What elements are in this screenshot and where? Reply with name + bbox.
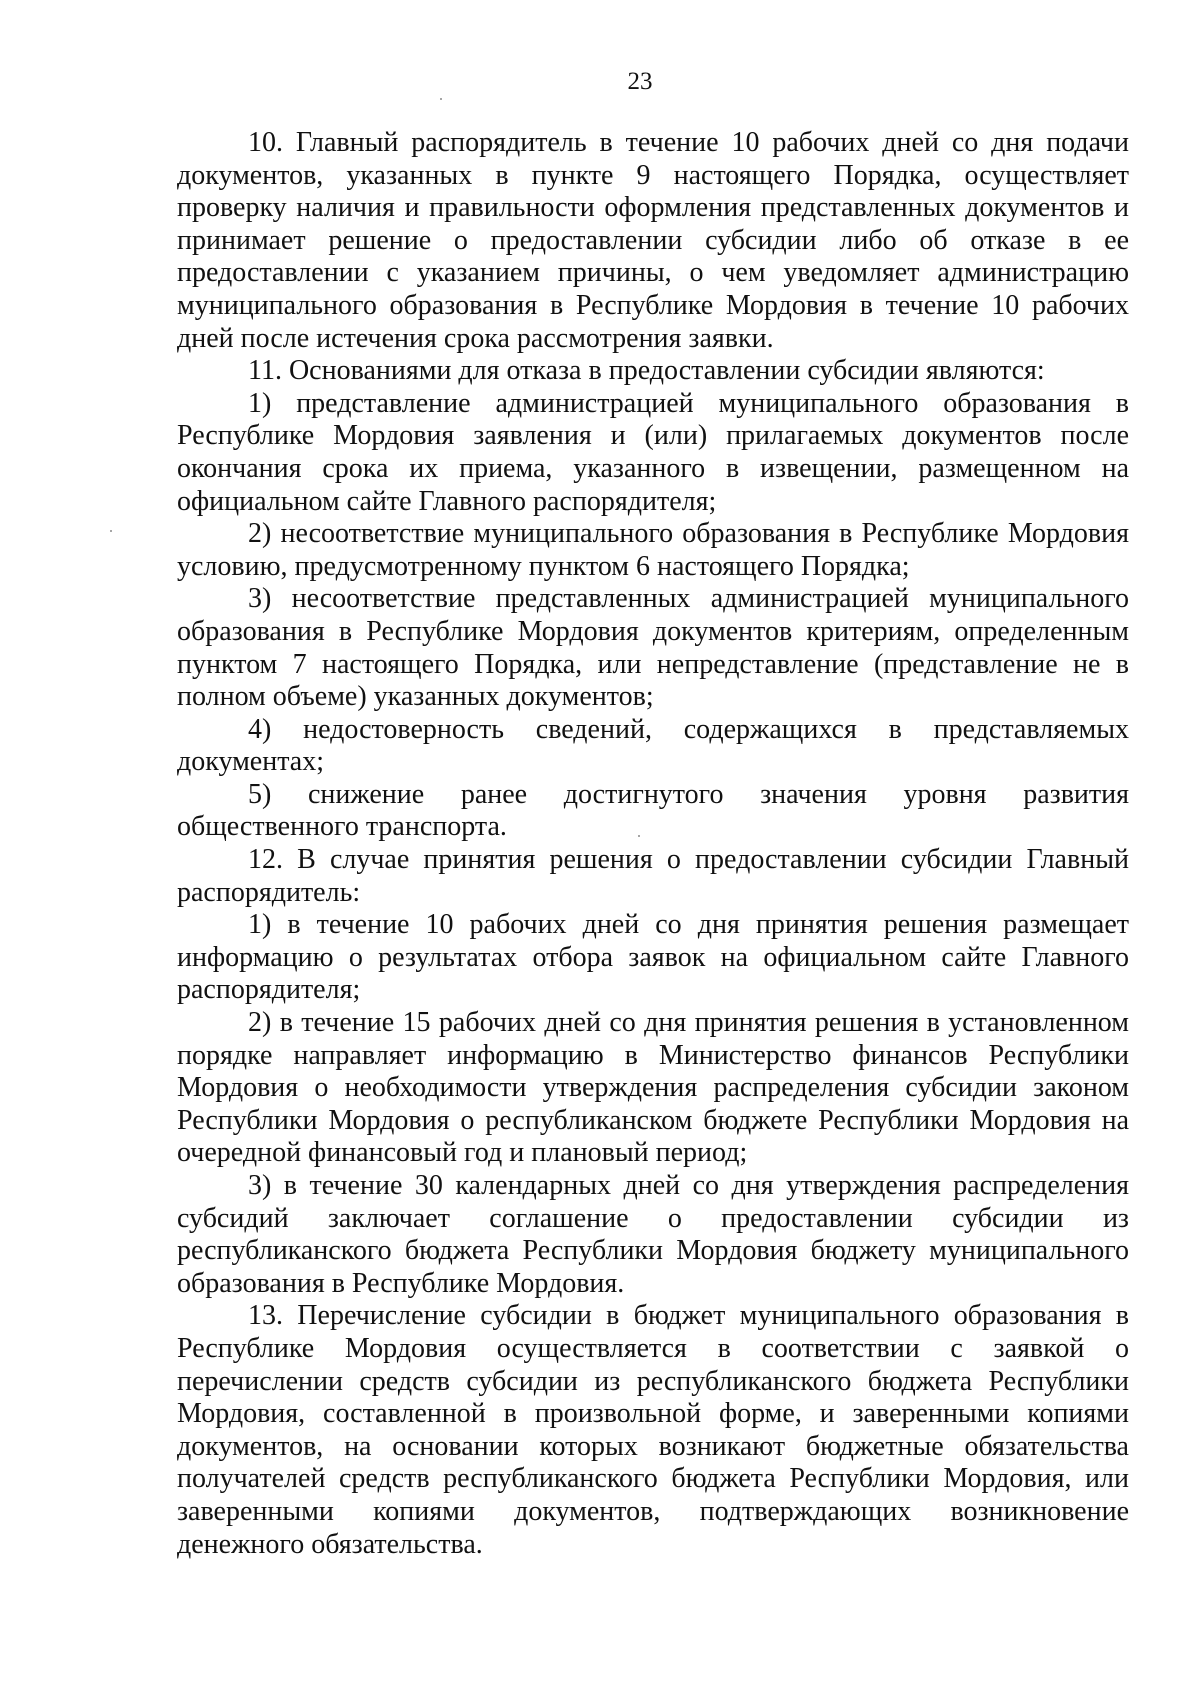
paragraph-11-item-4: 4) недостоверность сведений, содержащихся в представляемых документах; (177, 713, 1129, 778)
paragraph-11-item-3: 3) несоответствие представленных администрацией муниципального образования в Республике Мордовия документов критериям, определенным пунктом 7 настоящего Порядка, или непредставление (представление не в полном объеме) указанных документов; (177, 583, 1129, 713)
scan-speck (638, 835, 640, 837)
page-number: 23 (627, 68, 653, 95)
document-body (177, 127, 1129, 1561)
paragraph-11-item-2: 2) несоответствие муниципального образования в Республике Мордовия условию, предусмотренному пунктом 6 настоящего Порядка; (177, 518, 1129, 582)
paragraph-12-item-3: 3) в течение 30 календарных дней со дня утверждения распределения субсидий заключает соглашение о предоставлении субсидии из республиканского бюджета Республики Мордовия бюджету муниципального образования в Республике Мордовия. (177, 1170, 1129, 1299)
paragraph-12-item-2: 2) в течение 15 рабочих дней со дня принятия решения в установленном порядке направляет информацию в Министерство финансов Республики Мордовия о необходимости утверждения распределения субсидии законом Республики Мордовия о республиканском бюджете Республики Мордовия на очередной финансовый год и плановый период; (177, 1007, 1129, 1169)
scan-speck (440, 98, 442, 100)
paragraph-11-item-1: 1) представление администрацией муниципального образования в Республике Мордовия заявления и (или) прилагаемых документов после окончания срока их приема, указанного в извещении, размещенном на официальном сайте Главного распорядителя; (177, 387, 1129, 517)
paragraph-12-item-1: 1) в течение 10 рабочих дней со дня принятия решения размещает информацию о результатах отбора заявок на официальном сайте Главного распорядителя; (177, 909, 1129, 1006)
paragraph-11-item-5: 5) снижение ранее достигнутого значения уровня развития общественного транспорта. (177, 778, 1129, 843)
paragraph-13: 13. Перечисление субсидии в бюджет муниципального образования в Республике Мордовия осуществляется в соответствии с заявкой о перечислении средств субсидии из республиканского бюджета Республики Мордовия, составленной в произвольной форме, и заверенными копиями документов, на основании которых возникают бюджетные обязательства получателей средств республиканского бюджета Республики Мордовия, или заверенными копиями документов, подтверждающих возникновение денежного обязательства. (177, 1300, 1129, 1560)
paragraph-10: 10. Главный распорядитель в течение 10 рабочих дней со дня подачи документов, указанных в пункте 9 настоящего Порядка, осуществляет проверку наличия и правильности оформления представленных документов и принимает решение о предоставлении субсидии либо об отказе в ее предоставлении с указанием причины, о чем уведомляет администрацию муниципального образования в Республике Мордовия в течение 10 рабочих дней после истечения срока рассмотрения заявки. (177, 127, 1129, 354)
scan-speck (110, 530, 112, 532)
paragraph-12: 12. В случае принятия решения о предоставлении субсидии Главный распорядитель: (177, 844, 1129, 908)
paragraph-11: 11. Основаниями для отказа в предоставлении субсидии являются: (248, 355, 1045, 387)
